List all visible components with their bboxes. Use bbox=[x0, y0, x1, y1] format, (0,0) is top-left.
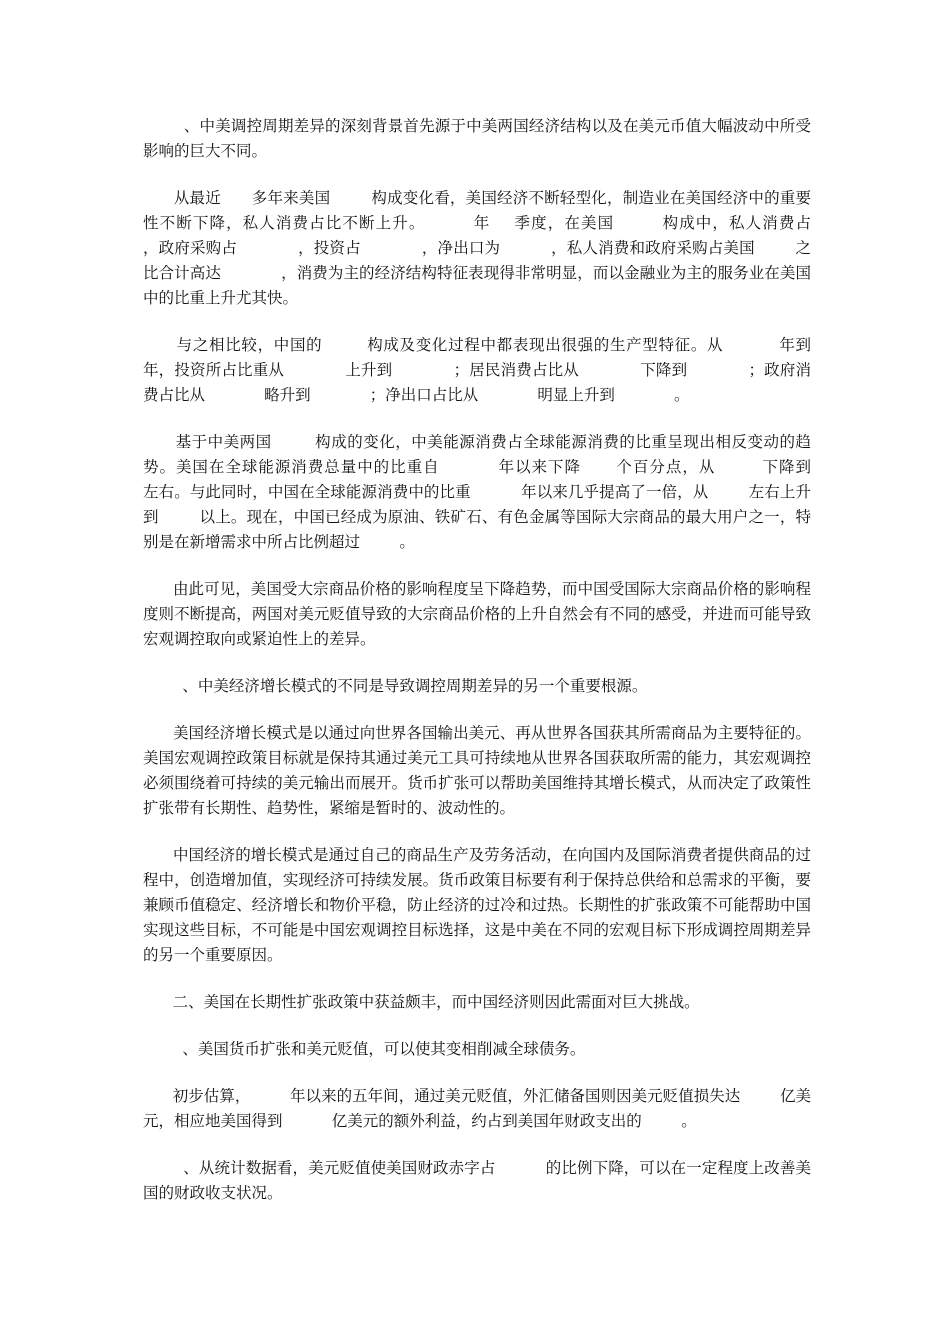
paragraph-us-growth-model: 美国经济增长模式是以通过向世界各国输出美元、再从世界各国获其所需商品为主要特征的。美国宏观调控政策目标就是保持其通过美元工具可持续地从世界各国获取所需的能力，其宏观调控必须围绕着可持续的美元输出而展开。货币扩张可以帮助美国维持其增长模式，从而决定了政策性扩张带有长期性、趋势性，紧缩是暂时的、波动性的。 bbox=[143, 724, 811, 817]
paragraph-us-gdp-composition: 从最近 多年来美国 构成变化看，美国经济不断轻型化，制造业在美国经济中的重要性不断下降，私人消费占比不断上升。 年 季度，在美国 构成中，私人消费占 ，政府采购占 ，投资占 ，净出口为 ，私人消费和政府采购占美国 之比合计高达 ，消费为主的经济结构特征表现得非常明显，而以金融业为主的服务业在美国 中的比重上升尤其快。 bbox=[143, 189, 871, 307]
paragraph-china-gdp-composition: 与之相比较，中国的 构成及变化过程中都表现出很强的生产型特征。从 年到 年，投资所占比重从 上升到 ；居民消费占比从 下降到 ；政府消费占比从 略升到 ；净出口占比从 明显上升到 。 bbox=[143, 336, 851, 404]
paragraph-commodity-impact: 由此可见，美国受大宗商品价格的影响程度呈下降趋势，而中国受国际大宗商品价格的影响程度则不断提高，两国对美元贬值导致的大宗商品价格的上升自然会有不同的感受，并进而可能导致宏观调控取向或紧迫性上的差异。 bbox=[143, 580, 811, 648]
paragraph-debt-reduction-heading: 、美国货币扩张和美元贬值，可以使其变相削减全球债务。 bbox=[143, 1040, 586, 1058]
paragraph-energy-consumption: 基于中美两国 构成的变化，中美能源消费占全球能源消费的比重呈现出相反变动的趋势。美国在全球能源消费总量中的比重自 年以来下降 个百分点，从 下降到 左右。与此同时，中国在全球能源消费中的比重 年以来几乎提高了一倍，从 左右上升到 以上。现在，中国已经成为原油、铁矿石、有色金属等国际大宗商品的最大用户之一，特别是在新增需求中所占比例超过 。 bbox=[143, 433, 851, 551]
paragraph-structural-background: 、中美调控周期差异的深刻背景首先源于中美两国经济结构以及在美元币值大幅波动中所受影响的巨大不同。 bbox=[143, 117, 811, 160]
section-heading-two: 二、美国在长期性扩张政策中获益颇丰，而中国经济则因此需面对巨大挑战。 bbox=[143, 993, 700, 1011]
document-page bbox=[143, 114, 871, 1228]
paragraph-growth-model-heading: 、中美经济增长模式的不同是导致调控周期差异的另一个重要根源。 bbox=[143, 677, 648, 695]
paragraph-fiscal-deficit: 、从统计数据看，美元贬值使美国财政赤字占 的比例下降，可以在一定程度上改善美国的财政收支状况。 bbox=[143, 1159, 811, 1202]
paragraph-china-growth-model: 中国经济的增长模式是通过自己的商品生产及劳务活动，在向国内及国际消费者提供商品的过程中，创造增加值，实现经济可持续发展。货币政策目标要有利于保持总供给和总需求的平衡，要兼顾币值稳定、经济增长和物价平稳，防止经济的过冷和过热。长期性的扩张政策不可能帮助中国实现这些目标，不可能是中国宏观调控目标选择，这是中美在不同的宏观目标下形成调控周期差异的另一个重要原因。 bbox=[143, 846, 811, 964]
paragraph-initial-estimate: 初步估算， 年以来的五年间，通过美元贬值，外汇储备国则因美元贬值损失达 亿美元，相应地美国得到 亿美元的额外利益，约占到美国年财政支出的 。 bbox=[143, 1087, 811, 1130]
